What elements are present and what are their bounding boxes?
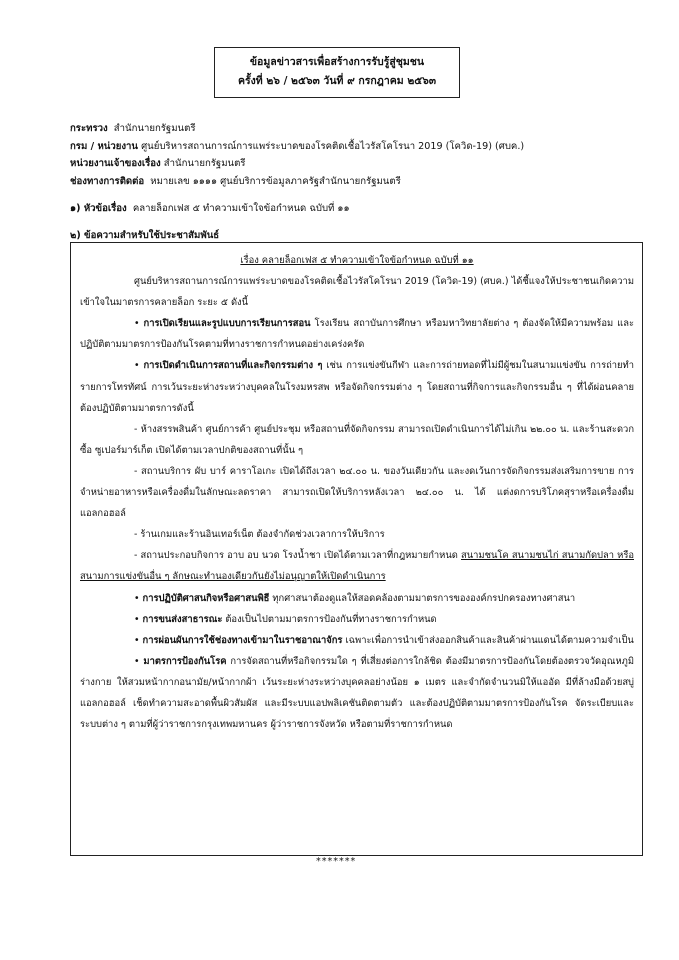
item-venues bbox=[80, 355, 634, 418]
bullet: • bbox=[134, 613, 140, 625]
item-prevention bbox=[80, 651, 634, 735]
sub-item-underlined: สนามชนโค สนามชนไก่ สนามกัดปลา หรือสนามการแข่งขันอื่น ๆ ลักษณะทำนองเดียวกันยังไม่อนุญาตให้เปิดดำเนินการ bbox=[80, 550, 634, 583]
item-body: การจัดสถานที่หรือกิจกรรมใด ๆ ที่เสี่ยงต่อการใกล้ชิด ต้องมีมาตรการป้องกันโดยต้องตรวจวัดอุณหภูมิร่างกาย ให้สวมหน้ากากอนามัย/หน้ากากผ้า เว้นระยะห่างระหว่างบุคคลอย่างน้อย ๑ เมตร และจำกัดจำนวนมิให้แออัด มีที่ล้างมือด้วยสบู่ แอลกอฮอล์ เช็ดทำความสะอาดพื้นผิวสัมผัส และมีระบบแอปพลิเคชันติดตามตัว และต้องปฏิบัติตามมาตรการป้องกันโรค จัดระเบียบและระบบต่าง ๆ ตามที่ผู้ว่าราชการกรุงเทพมหานคร ผู้ว่าราชการจังหวัด หรือตามที่ราชการกำหนด bbox=[80, 655, 634, 731]
section-topic-label: ๑) หัวข้อเรื่อง bbox=[70, 203, 127, 214]
section-topic bbox=[70, 201, 350, 216]
header-title: ข้อมูลข่าวสารเพื่อสร้างการรับรู้สู่ชุมชน bbox=[249, 56, 425, 68]
item-heading: การเปิดเรียนและรูปแบบการเรียนการสอน bbox=[143, 318, 311, 330]
section-pr-heading: ๒) ข้อความสำหรับใช้ประชาสัมพันธ์ bbox=[70, 230, 220, 241]
box-title: เรื่อง คลายล็อกเฟส ๕ ทำความเข้าใจข้อกำหนด ฉบับที่ ๑๑ bbox=[240, 255, 474, 266]
section-topic-value: คลายล็อกเฟส ๕ ทำความเข้าใจข้อกำหนด ฉบับที่ ๑๑ bbox=[132, 203, 350, 214]
bullet: • bbox=[134, 360, 140, 372]
item-body: ต้องเป็นไปตามมาตรการป้องกันที่ทางราชการกำหนด bbox=[225, 613, 437, 625]
item-religion bbox=[80, 588, 634, 609]
item-border bbox=[80, 630, 634, 651]
meta-department bbox=[70, 138, 650, 156]
meta-label: ช่องทางการติดต่อ bbox=[70, 175, 145, 187]
meta-label: กรม / หน่วยงาน bbox=[70, 140, 138, 152]
item-body: เช่น การแข่งขันกีฬา และการถ่ายทอดที่ไม่มีผู้ชมในสนามแข่งขัน การถ่ายทำรายการโทรทัศน์ การเว้นระยะห่างระหว่างบุคคลในโรงมหรสพ หรือจัดกิจกรรมต่าง ๆ โดยสถานที่กิจการและกิจกรรมอื่น ๆ ที่ได้ผ่อนคลาย ต้องปฏิบัติตามมาตรการดังนี้ bbox=[80, 360, 634, 414]
sub-item-text: - สถานประกอบกิจการ อาบ อบ นวด โรงน้ำชา เปิดได้ตามเวลาที่กฎหมายกำหนด bbox=[134, 550, 458, 562]
item-transport bbox=[80, 609, 634, 630]
meta-label: หน่วยงานเจ้าของเรื่อง bbox=[70, 158, 161, 170]
item-heading: การผ่อนผันการใช้ช่องทางเข้ามาในราชอาณาจักร bbox=[142, 634, 343, 646]
bullet: • bbox=[134, 592, 140, 604]
bullet: • bbox=[134, 318, 140, 330]
end-marker: ******* bbox=[316, 856, 357, 867]
sub-item-pubs: - สถานบริการ ผับ บาร์ คาราโอเกะ เปิดได้ถึงเวลา ๒๔.๐๐ น. ของวันเดียวกัน และงดเว้นการจัดกิจกรรมส่งเสริมการขาย การจำหน่ายอาหารหรือเครื่องดื่มในลักษณะลดราคา สามารถเปิดให้บริการหลังเวลา ๒๔.๐๐ น. ได้ แต่งดการบริโภคสุราหรือเครื่องดื่มแอลกอฮอล์ bbox=[80, 465, 634, 520]
item-heading: การเปิดดำเนินการสถานที่และกิจกรรมต่าง ๆ bbox=[143, 360, 323, 372]
item-heading: การขนส่งสาธารณะ bbox=[142, 613, 223, 625]
meta-owner bbox=[70, 155, 650, 173]
box-intro: ศูนย์บริหารสถานการณ์การแพร่ระบาดของโรคติดเชื้อไวรัสโคโรนา 2019 (โควิด-19) (ศบค.) ได้ชี้แจงให้ประชาชนเกิดความเข้าใจในมาตรการคลายล็อก ระยะ ๕ ดังนี้ bbox=[80, 276, 634, 309]
meta-value: หมายเลข ๑๑๑๑ ศูนย์บริการข้อมูลภาครัฐสำนักนายกรัฐมนตรี bbox=[150, 175, 401, 187]
meta-label: กระทรวง bbox=[70, 123, 108, 134]
sub-item-malls: - ห้างสรรพสินค้า ศูนย์การค้า ศูนย์ประชุม หรือสถานที่จัดกิจกรรม สามารถเปิดดำเนินการได้ไม่เกิน ๒๒.๐๐ น. และร้านสะดวกซื้อ ซูเปอร์มาร์เก็ต เปิดได้ตามเวลาปกติของสถานที่นั้น ๆ bbox=[80, 423, 634, 456]
pr-message-box bbox=[70, 242, 643, 856]
meta-block bbox=[70, 120, 650, 190]
sub-item-massage bbox=[80, 545, 634, 587]
item-schools bbox=[80, 313, 634, 355]
bullet: • bbox=[134, 655, 140, 667]
header-box bbox=[214, 47, 460, 98]
header-issue: ครั้งที่ ๒๖ / ๒๕๖๓ วันที่ ๙ กรกฎาคม ๒๕๖๓ bbox=[237, 75, 437, 87]
meta-value: สำนักนายกรัฐมนตรี bbox=[113, 123, 196, 134]
item-body: เฉพาะเพื่อการนำเข้าส่งออกสินค้าและสินค้าผ่านแดนได้ตามความจำเป็น bbox=[345, 634, 634, 646]
meta-value: สำนักนายกรัฐมนตรี bbox=[163, 158, 246, 170]
item-body: ทุกศาสนาต้องดูแลให้สอดคล้องตามมาตรการขององค์กรปกครองทางศาสนา bbox=[272, 592, 576, 604]
bullet: • bbox=[134, 634, 140, 646]
sub-item-games: - ร้านเกมและร้านอินเทอร์เน็ต ต้องจำกัดช่วงเวลาการให้บริการ bbox=[134, 529, 385, 541]
item-heading: มาตรการป้องกันโรค bbox=[143, 655, 227, 667]
item-heading: การปฏิบัติศาสนกิจหรือศาสนพิธี bbox=[142, 592, 270, 604]
item-body: โรงเรียน สถาบันการศึกษา หรือมหาวิทยาลัยต่าง ๆ ต้องจัดให้มีความพร้อม และปฏิบัติตามมาตรการป้องกันโรคตามที่ทางราชการกำหนดอย่างเคร่งครัด bbox=[80, 318, 634, 351]
meta-value: ศูนย์บริหารสถานการณ์การแพร่ระบาดของโรคติดเชื้อไวรัสโคโรนา 2019 (โควิด-19) (ศบค.) bbox=[141, 140, 525, 152]
meta-contact bbox=[70, 173, 650, 191]
meta-ministry bbox=[70, 120, 650, 138]
